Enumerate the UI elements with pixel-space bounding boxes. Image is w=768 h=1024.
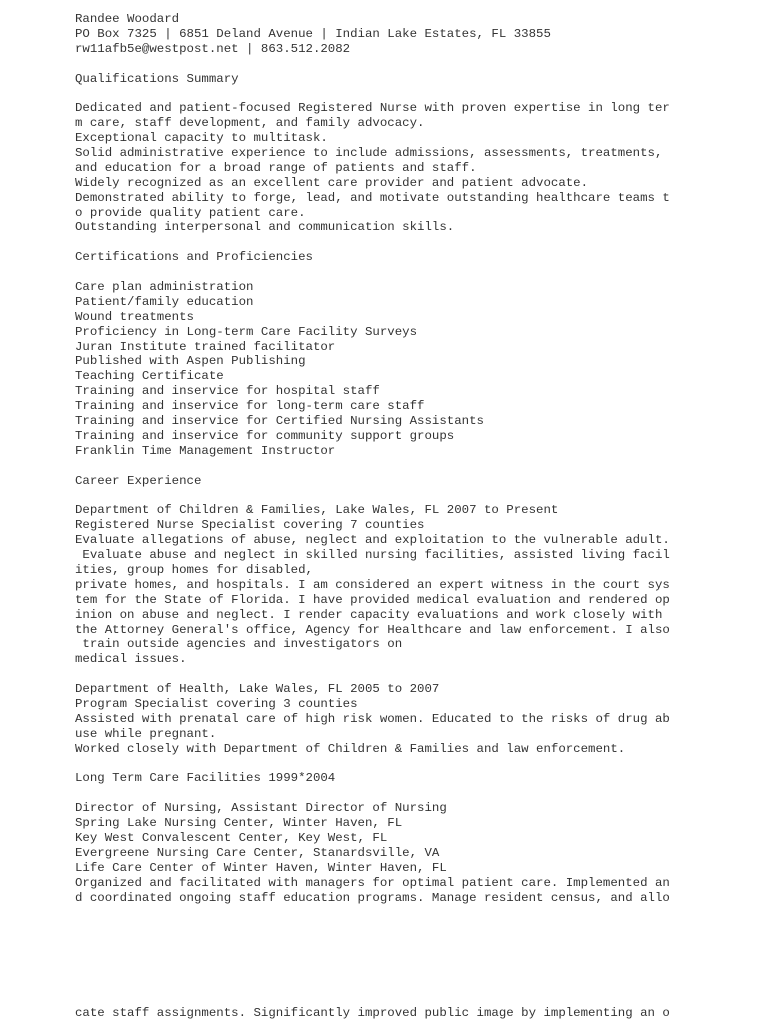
text-line: Solid administrative experience to include admissions, assessments, treatments,: [75, 146, 663, 161]
text-line: Exceptional capacity to multitask.: [75, 131, 328, 146]
text-line: d coordinated ongoing staff education programs. Manage resident census, and allo: [75, 890, 670, 905]
text-line: Life Care Center of Winter Haven, Winter Haven, FL: [75, 860, 447, 875]
text-line: Juran Institute trained facilitator: [75, 339, 336, 354]
text-line: the Attorney General's office, Agency for Healthcare and law enforcement. I also: [75, 622, 670, 637]
text-line: Program Specialist covering 3 counties: [75, 696, 358, 711]
job-ltc-heading: Long Term Care Facilities 1999*2004: [75, 771, 336, 786]
text-line: Evergreene Nursing Care Center, Stanardsville, VA: [75, 845, 440, 860]
text-line: Dedicated and patient-focused Registered Nurse with proven expertise in long ter: [75, 101, 670, 116]
text-line: Registered Nurse Specialist covering 7 counties: [75, 518, 425, 533]
section-heading-career: Career Experience: [75, 473, 202, 488]
text-line: Outstanding interpersonal and communication skills.: [75, 220, 455, 235]
qualifications-list: [75, 101, 755, 235]
text-line: Demonstrated ability to forge, lead, and motivate outstanding healthcare teams t: [75, 190, 670, 205]
text-line: Training and inservice for community support groups: [75, 428, 455, 443]
text-line: Training and inservice for Certified Nursing Assistants: [75, 414, 484, 429]
text-line: ities, group homes for disabled,: [75, 562, 313, 577]
text-line: Widely recognized as an excellent care provider and patient advocate.: [75, 175, 589, 190]
text-line: Franklin Time Management Instructor: [75, 443, 336, 458]
text-line: Evaluate abuse and neglect in skilled nursing facilities, assisted living facil: [75, 548, 670, 563]
text-line: Key West Convalescent Center, Key West, FL: [75, 830, 388, 845]
text-line: use while pregnant.: [75, 726, 217, 741]
text-line: Organized and facilitated with managers for optimal patient care. Implemented an: [75, 875, 670, 890]
text-line: private homes, and hospitals. I am considered an expert witness in the court sys: [75, 577, 670, 592]
section-heading-qualifications: Qualifications Summary: [75, 71, 239, 86]
text-line: Wound treatments: [75, 309, 194, 324]
text-line: Department of Children & Families, Lake Wales, FL 2007 to Present: [75, 503, 559, 518]
text-line: m care, staff development, and family advocacy.: [75, 116, 425, 131]
text-line: Spring Lake Nursing Center, Winter Haven, FL: [75, 816, 403, 831]
address-line: PO Box 7325 | 6851 Deland Avenue | Indian Lake Estates, FL 33855: [75, 26, 551, 41]
text-line: Published with Aspen Publishing: [75, 354, 306, 369]
text-line: Teaching Certificate: [75, 369, 224, 384]
text-line: and education for a broad range of patients and staff.: [75, 160, 477, 175]
text-line: Proficiency in Long-term Care Facility Surveys: [75, 324, 418, 339]
job-dcf: [75, 503, 755, 667]
text-line: o provide quality patient care.: [75, 205, 306, 220]
job-doh: [75, 682, 755, 756]
continuation-line: cate staff assignments. Significantly improved public image by implementing an o: [75, 1006, 670, 1020]
text-line: Care plan administration: [75, 280, 254, 295]
text-line: Assisted with prenatal care of high risk women. Educated to the risks of drug ab: [75, 711, 670, 726]
text-line: medical issues.: [75, 652, 187, 667]
contact-line: rw11afb5e@westpost.net | 863.512.2082: [75, 41, 351, 56]
certifications-list: [75, 280, 755, 459]
text-line: Training and inservice for long-term care staff: [75, 399, 425, 414]
text-line: Training and inservice for hospital staff: [75, 384, 380, 399]
text-line: Director of Nursing, Assistant Director of Nursing: [75, 801, 447, 816]
text-line: Evaluate allegations of abuse, neglect and exploitation to the vulnerable adult.: [75, 533, 670, 548]
section-heading-certifications: Certifications and Proficiencies: [75, 250, 313, 265]
text-line: Department of Health, Lake Wales, FL 2005 to 2007: [75, 682, 440, 697]
text-line: Worked closely with Department of Children & Families and law enforcement.: [75, 741, 626, 756]
text-line: train outside agencies and investigators on: [75, 637, 403, 652]
applicant-name: Randee Woodard: [75, 12, 180, 26]
job-ltc: [75, 801, 755, 905]
text-line: tem for the State of Florida. I have provided medical evaluation and rendered op: [75, 592, 670, 607]
text-line: Patient/family education: [75, 294, 254, 309]
resume-document: [75, 12, 755, 905]
text-line: inion on abuse and neglect. I render capacity evaluations and work closely with: [75, 607, 663, 622]
